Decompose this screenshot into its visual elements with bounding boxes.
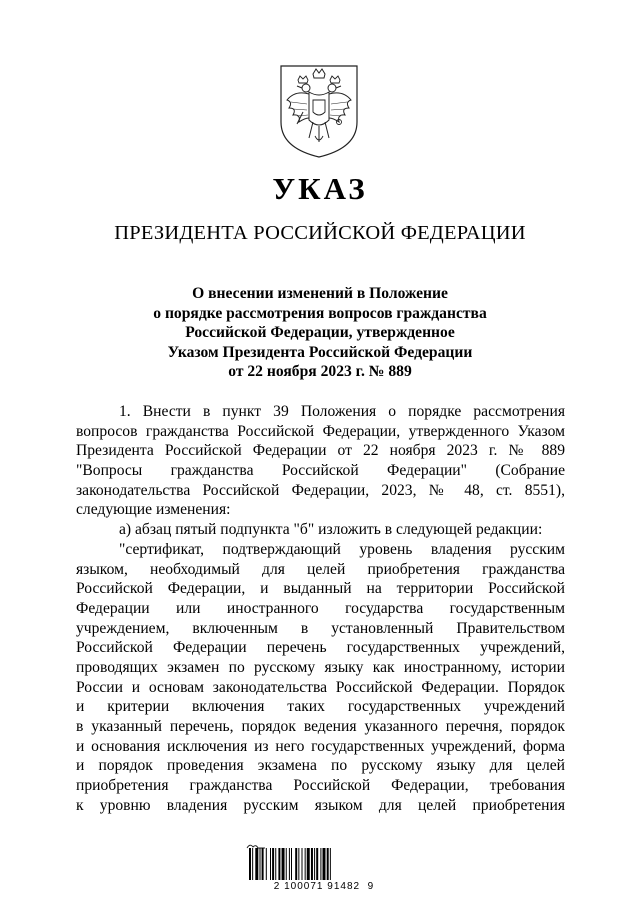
document-type-heading: УКАЗ — [272, 171, 368, 206]
body-line: Российской Федерации, и выданный на территории Российской — [76, 580, 565, 598]
issuer-heading: ПРЕЗИДЕНТА РОССИЙСКОЙ ФЕДЕРАЦИИ — [114, 222, 526, 244]
barcode-number: 2 100071 91482 9 — [273, 881, 375, 892]
body-line: Российской Федерации перечень государственных учреждений, — [76, 639, 565, 657]
document-subject — [0, 284, 640, 382]
body-line: приобретения гражданства Российской Федерации, требования — [76, 777, 565, 795]
subject-line: о порядке рассмотрения вопросов гражданства — [153, 304, 487, 322]
subject-line: О внесении изменений в Положение — [192, 285, 448, 302]
body-line: Федерации или иностранного государства государственным — [76, 599, 565, 617]
body-line: вопросов гражданства Российской Федерации, утвержденного Указом — [76, 422, 565, 440]
document-body — [76, 402, 565, 815]
body-line: Президента Российской Федерации от 22 ноября 2023 г. № 889 — [76, 442, 565, 460]
body-line: 1. Внести в пункт 39 Положения о порядке рассмотрения — [119, 403, 565, 420]
body-line: проводящих экзамен по русскому языку как иностранному, истории — [76, 658, 565, 676]
body-line: и порядок проведения экзамена по русскому языку для целей — [76, 757, 565, 775]
barcode-icon — [248, 848, 400, 880]
body-line: к уровню владения русским языком для целей приобретения — [76, 796, 565, 814]
body-line: а) абзац пятый подпункта "б" изложить в следующей редакции: — [119, 521, 543, 539]
body-line: и критерии включения таких государственных учреждений — [76, 698, 565, 716]
signature-mark-icon — [246, 837, 266, 845]
body-line: России и основам законодательства Российской Федерации. Порядок — [76, 678, 565, 696]
body-line: и основания исключения из него государственных учреждений, форма — [76, 737, 565, 755]
body-line: следующие изменения: — [76, 501, 231, 519]
body-line: в указанный перечень, порядок ведения указанного перечня, порядок — [76, 718, 565, 735]
body-line: языком, необходимый для целей приобретения гражданства — [76, 560, 565, 578]
body-line: "сертификат, подтверждающий уровень владения русским — [119, 540, 565, 558]
body-line: законодательства Российской Федерации, 2023, № 48, ст. 8551), — [76, 481, 565, 499]
coat-of-arms-icon — [273, 60, 365, 160]
body-line: учреждением, включенным в установленный Правительством — [76, 619, 565, 637]
subject-line: Российской Федерации, утвержденное — [185, 324, 455, 342]
subject-line: от 22 ноября 2023 г. № 889 — [228, 363, 412, 381]
subject-line: Указом Президента Российской Федерации — [167, 343, 473, 361]
body-line: "Вопросы гражданства Российской Федерации" (Собрание — [76, 462, 565, 480]
